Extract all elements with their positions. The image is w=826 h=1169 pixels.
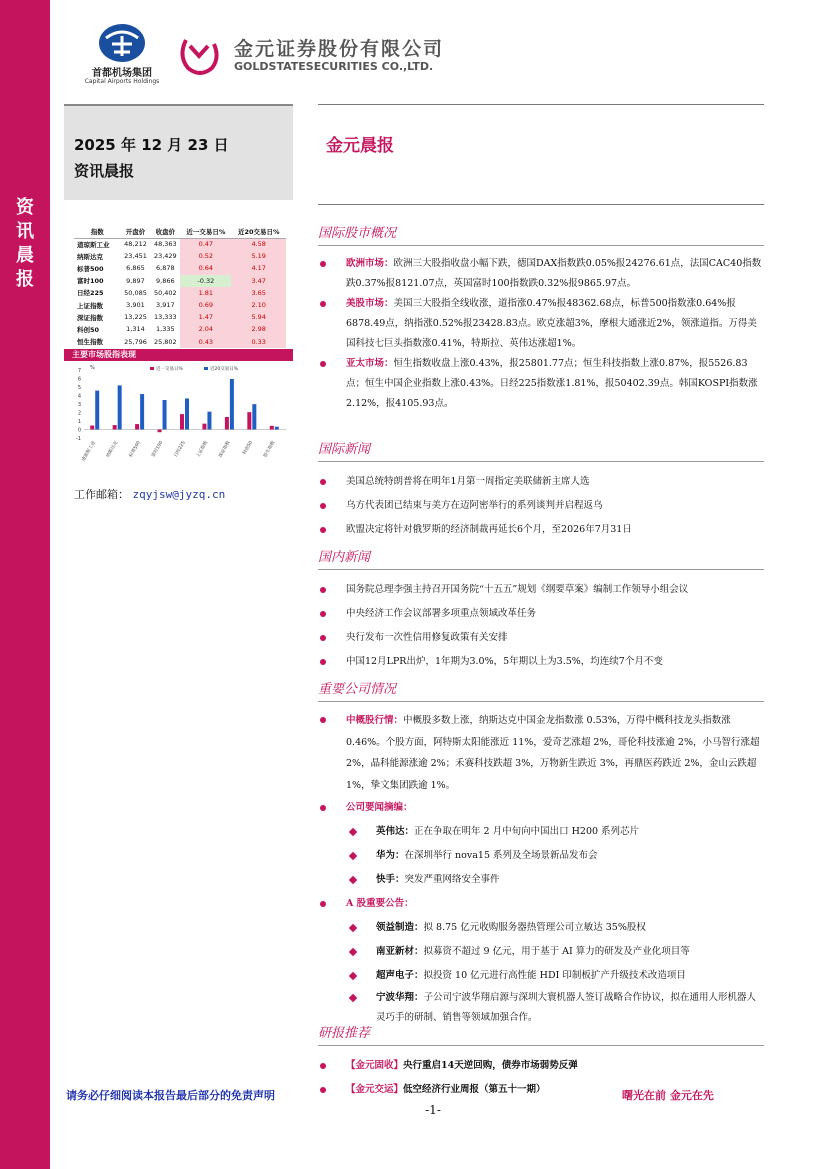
company-name: 超声电子： bbox=[376, 970, 424, 981]
open-price: 3,901 bbox=[126, 301, 145, 310]
chart-bar bbox=[163, 400, 167, 429]
report-date: 2025 年 12 月 23 日 bbox=[74, 136, 229, 154]
change-20d: 2.10 bbox=[231, 299, 286, 311]
list-item bbox=[318, 892, 764, 916]
capital-name: 首都机场集团 bbox=[92, 68, 152, 79]
company-text: 子公司宁波华翔启源与深圳大寰机器人签订战略合作协议，拟在通用人形机器人灵巧手的研制、销售等领域加强合作。 bbox=[376, 992, 757, 1023]
capital-en-name: Capital Airports Holdings bbox=[84, 78, 160, 85]
index-name: 纳斯达克 bbox=[77, 252, 103, 261]
close-price: 48,363 bbox=[153, 240, 177, 249]
chart-bar bbox=[135, 424, 139, 429]
disclaimer-note: 请务必仔细阅读本报告最后部分的免责声明 bbox=[66, 1089, 275, 1102]
section-title: 研报推荐 bbox=[318, 1022, 764, 1046]
list-item: 国务院总理李强主持召开国务院“十五五”规划《纲要草案》编制工作领导小组会议 bbox=[318, 578, 764, 602]
table-row bbox=[74, 238, 286, 250]
company-name: 宁波华翔： bbox=[376, 992, 424, 1003]
close-price: 1,335 bbox=[156, 325, 175, 334]
legend-swatch bbox=[204, 367, 208, 370]
market-text: 美国三大股指全线收涨，道指涨0.47%报48362.68点，标普500指数涨0.64%报6878.49点，纳指涨0.52%报23428.83点。欧克涨超3%，摩根大通涨近2%，领涨道指。万得美国科技七巨头指数涨0.41%，特斯拉、英伟达涨超1%。 bbox=[346, 298, 757, 349]
table-row bbox=[74, 299, 286, 311]
index-name: 上证指数 bbox=[77, 301, 103, 310]
company-name: 英伟达： bbox=[376, 826, 415, 837]
list-item bbox=[318, 796, 764, 820]
x-tick-label: 日经225 bbox=[173, 440, 187, 459]
open-price: 23,451 bbox=[124, 252, 147, 261]
legend-swatch bbox=[150, 367, 154, 370]
chart-bar bbox=[118, 385, 122, 429]
open-price: 13,225 bbox=[124, 313, 147, 322]
close-price: 50,402 bbox=[153, 288, 177, 297]
table-row bbox=[74, 336, 286, 348]
concept-text: 中概股多数上涨，纳斯达克中国金龙指数涨 0.53%，万得中概科技龙头指数涨 0.46%。个股方面，阿特斯太阳能涨近 11%，爱奇艺涨超 2%，哥伦科技涨逾 2%，小马智行涨超 2%，晶科能源涨逾 2%；禾赛科技跌超 3%，万物新生跌近 3%，再鼎医药跌近 2%，金山云跌超 1%，挚文集团跌逾 1%。 bbox=[346, 715, 760, 791]
list-item bbox=[318, 820, 764, 844]
chart-title: 主要市场股指表现 bbox=[64, 349, 293, 361]
market-table bbox=[74, 226, 286, 348]
list-item: 中国12月LPR出炉，1年期为3.0%，5年期以上为3.5%，均连续7个月不变 bbox=[318, 650, 764, 674]
legend-label: 近20交易日% bbox=[210, 367, 239, 372]
close-price: 23,429 bbox=[153, 252, 177, 261]
ashare-label: A 股重要公告： bbox=[346, 898, 414, 909]
open-price: 48,212 bbox=[124, 240, 147, 249]
list-item: 美国总统特朗普将在明年1月第一周指定美联储新主席人选 bbox=[318, 470, 764, 494]
section-title: 国际股市概况 bbox=[318, 222, 764, 246]
chart-bar bbox=[158, 430, 162, 433]
chart-bar bbox=[275, 427, 279, 430]
change-1d: 2.04 bbox=[180, 323, 231, 335]
y-tick-label: 5 bbox=[77, 385, 81, 391]
intl-market-section bbox=[318, 222, 764, 414]
x-tick-label: 科创50 bbox=[242, 440, 255, 456]
change-20d: 5.94 bbox=[231, 311, 286, 323]
change-1d: 0.69 bbox=[180, 299, 231, 311]
section-title: 国际新闻 bbox=[318, 438, 764, 462]
list-item bbox=[318, 964, 764, 988]
open-price: 1,314 bbox=[126, 325, 145, 334]
y-tick-label: 0 bbox=[77, 427, 81, 434]
chart-bar bbox=[202, 424, 206, 430]
section-title: 国内新闻 bbox=[318, 546, 764, 570]
goldstate-en-name: GOLDSTATESECURITIES CO.,LTD. bbox=[234, 60, 434, 73]
report-subtitle: 资讯晨报 bbox=[74, 162, 135, 180]
company-text: 拟投资 10 亿元进行高性能 HDI 印制板扩产升级技术改造项目 bbox=[423, 970, 686, 981]
chart-bar bbox=[90, 426, 94, 430]
table-header: 指数 bbox=[74, 226, 121, 238]
y-tick-label: 3 bbox=[77, 402, 81, 408]
sidebar bbox=[0, 0, 50, 1169]
company-name: 华为： bbox=[376, 850, 405, 861]
change-1d: 0.64 bbox=[180, 262, 231, 274]
capital-airports-logo bbox=[72, 22, 172, 92]
y-tick-label: 6 bbox=[77, 376, 81, 383]
email-address[interactable]: zqyjsw@jyzq.cn bbox=[132, 488, 226, 501]
close-price: 25,802 bbox=[153, 337, 177, 346]
index-name: 日经225 bbox=[77, 289, 104, 298]
list-item: 欧盟决定将针对俄罗斯的经济制裁再延长6个月，至2026年7月31日 bbox=[318, 518, 764, 542]
change-20d: 3.47 bbox=[231, 275, 286, 287]
table-header: 近20交易日% bbox=[231, 226, 286, 238]
research-item[interactable] bbox=[318, 1054, 764, 1078]
x-tick-label: 恒生指数 bbox=[263, 440, 277, 459]
chart-bar bbox=[252, 404, 256, 429]
contact-email bbox=[74, 486, 225, 502]
change-1d: -0.32 bbox=[180, 275, 231, 287]
change-20d: 4.17 bbox=[231, 262, 286, 274]
company-section bbox=[318, 678, 764, 1028]
table-row bbox=[74, 250, 286, 262]
goldstate-cn-name: 金元证券股份有限公司 bbox=[234, 38, 445, 60]
company-text: 突发严重网络安全事件 bbox=[404, 874, 500, 885]
list-item bbox=[318, 354, 764, 414]
intl-news-section bbox=[318, 438, 764, 542]
table-header-row bbox=[74, 226, 286, 238]
y-tick-label: -1 bbox=[76, 436, 81, 442]
x-tick-label: 上证指数 bbox=[195, 440, 210, 459]
list-item bbox=[318, 710, 764, 796]
list-item: 中央经济工作会议部署多项重点领域改革任务 bbox=[318, 602, 764, 626]
x-tick-label: 道琼斯工业 bbox=[81, 440, 97, 463]
domestic-news-section bbox=[318, 546, 764, 674]
table-row bbox=[74, 311, 286, 323]
change-20d: 2.98 bbox=[231, 323, 286, 335]
top-divider bbox=[318, 104, 764, 105]
market-text: 恒生指数收盘上涨0.43%，报25801.77点；恒生科技指数上涨0.87%，报5526.83点；恒生中国企业指数上涨0.43%。日经225指数涨1.81%，报50402.39点。韩国KOSPI指数涨2.12%，报4105.93点。 bbox=[346, 358, 758, 409]
chart-bar bbox=[207, 412, 211, 430]
y-tick-label: 4 bbox=[77, 393, 81, 400]
chart-bar bbox=[113, 425, 117, 429]
table-header: 近一交易日% bbox=[180, 226, 231, 238]
x-tick-label: 深证指数 bbox=[218, 440, 232, 459]
index-name: 标普500 bbox=[77, 264, 104, 273]
change-1d: 1.81 bbox=[180, 287, 231, 299]
list-item bbox=[318, 294, 764, 354]
x-tick-label: 标普500 bbox=[128, 440, 142, 459]
section-title: 重要公司情况 bbox=[318, 678, 764, 702]
open-price: 9,897 bbox=[126, 276, 145, 285]
index-name: 深证指数 bbox=[77, 313, 103, 322]
list-item: 乌方代表团已结束与美方在迈阿密举行的系列谈判并启程返乌 bbox=[318, 494, 764, 518]
change-1d: 0.47 bbox=[180, 238, 231, 250]
chart-bar bbox=[140, 394, 144, 429]
chart-bar bbox=[225, 417, 229, 429]
x-tick-label: 纳斯达克 bbox=[106, 440, 120, 459]
close-price: 6,878 bbox=[156, 264, 175, 273]
company-name: 领益制造： bbox=[376, 922, 424, 933]
market-text: 欧洲三大股指收盘小幅下跌，德国DAX指数跌0.05%报24276.61点，法国CAC40指数跌0.37%报8121.07点，英国富时100指数跌0.32%报9865.97点。 bbox=[346, 258, 762, 289]
table-row bbox=[74, 262, 286, 274]
table-row bbox=[74, 323, 286, 335]
y-tick-label: 2 bbox=[77, 410, 81, 417]
close-price: 3,917 bbox=[156, 301, 175, 310]
company-text: 拟募资不超过 9 亿元，用于基于 AI 算力的研发及产业化项目等 bbox=[423, 946, 690, 957]
change-20d: 4.58 bbox=[231, 238, 286, 250]
date-box bbox=[64, 104, 293, 200]
news-label: 公司要闻摘编： bbox=[346, 802, 413, 813]
change-20d: 3.65 bbox=[231, 287, 286, 299]
open-price: 25,796 bbox=[124, 337, 147, 346]
market-label: 欧洲市场： bbox=[346, 258, 394, 269]
research-text: 低空经济行业周报（第五十一期） bbox=[403, 1084, 546, 1095]
slogan: 曙光在前 金元在先 bbox=[622, 1089, 714, 1102]
chart-bar bbox=[180, 414, 184, 429]
index-name: 富时100 bbox=[77, 277, 104, 286]
capital-emblem-icon bbox=[98, 22, 146, 64]
market-label: 美股市场： bbox=[346, 298, 394, 309]
list-item bbox=[318, 916, 764, 940]
company-name: 快手： bbox=[376, 874, 405, 885]
table-header: 收盘价 bbox=[150, 226, 180, 238]
list-item bbox=[318, 940, 764, 964]
title-divider bbox=[318, 204, 764, 205]
list-item bbox=[318, 868, 764, 892]
change-1d: 0.52 bbox=[180, 250, 231, 262]
table-row bbox=[74, 287, 286, 299]
index-name: 恒生指数 bbox=[77, 338, 103, 347]
change-20d: 0.33 bbox=[231, 336, 286, 348]
close-price: 13,333 bbox=[153, 313, 177, 322]
concept-label: 中概股行情： bbox=[346, 715, 404, 726]
chart-bar bbox=[230, 379, 234, 429]
research-text: 央行重启14天逆回购，债券市场弱势反弹 bbox=[403, 1060, 578, 1071]
chart-bar bbox=[185, 398, 189, 429]
table-row bbox=[74, 275, 286, 287]
index-name: 科创50 bbox=[77, 325, 100, 334]
index-name: 道琼斯工业 bbox=[77, 240, 110, 249]
research-tag: 【金元交运】 bbox=[346, 1084, 404, 1095]
y-tick-label: 7 bbox=[77, 368, 81, 374]
company-text: 拟 8.75 亿元收购服务器热管理公司立敏达 35%股权 bbox=[423, 922, 646, 933]
list-item bbox=[318, 844, 764, 868]
report-title: 金元晨报 bbox=[326, 136, 394, 156]
company-text: 正在争取在明年 2 月中旬向中国出口 H200 系列芯片 bbox=[414, 826, 640, 837]
chart-bar bbox=[247, 412, 251, 429]
change-20d: 5.19 bbox=[231, 250, 286, 262]
table-header: 开盘价 bbox=[121, 226, 151, 238]
open-price: 50,085 bbox=[124, 288, 147, 297]
list-item bbox=[318, 254, 764, 294]
list-item: 央行发布一次性信用修复政策有关安排 bbox=[318, 626, 764, 650]
company-name: 南亚新材： bbox=[376, 946, 424, 957]
market-label: 亚太市场： bbox=[346, 358, 394, 369]
chart-bar bbox=[270, 426, 274, 430]
research-tag: 【金元固收】 bbox=[346, 1060, 404, 1071]
y-axis-label: % bbox=[90, 365, 95, 371]
change-1d: 1.47 bbox=[180, 311, 231, 323]
page-number: -1- bbox=[425, 1103, 441, 1117]
company-text: 在深圳举行 nova15 系列及全场景新品发布会 bbox=[404, 850, 598, 861]
change-1d: 0.43 bbox=[180, 336, 231, 348]
x-tick-label: 富时100 bbox=[151, 440, 165, 459]
email-label: 工作邮箱： bbox=[74, 488, 129, 501]
goldstate-logo bbox=[176, 32, 496, 78]
legend-label: 近一交易日% bbox=[156, 367, 183, 372]
goldstate-emblem-icon bbox=[176, 32, 222, 78]
open-price: 6,865 bbox=[126, 264, 145, 273]
chart-bar bbox=[95, 391, 99, 430]
y-tick-label: 1 bbox=[77, 419, 81, 425]
market-bar-chart bbox=[64, 362, 293, 477]
sidebar-label: 资 讯 晨 报 bbox=[16, 197, 34, 290]
close-price: 9,866 bbox=[156, 276, 175, 285]
